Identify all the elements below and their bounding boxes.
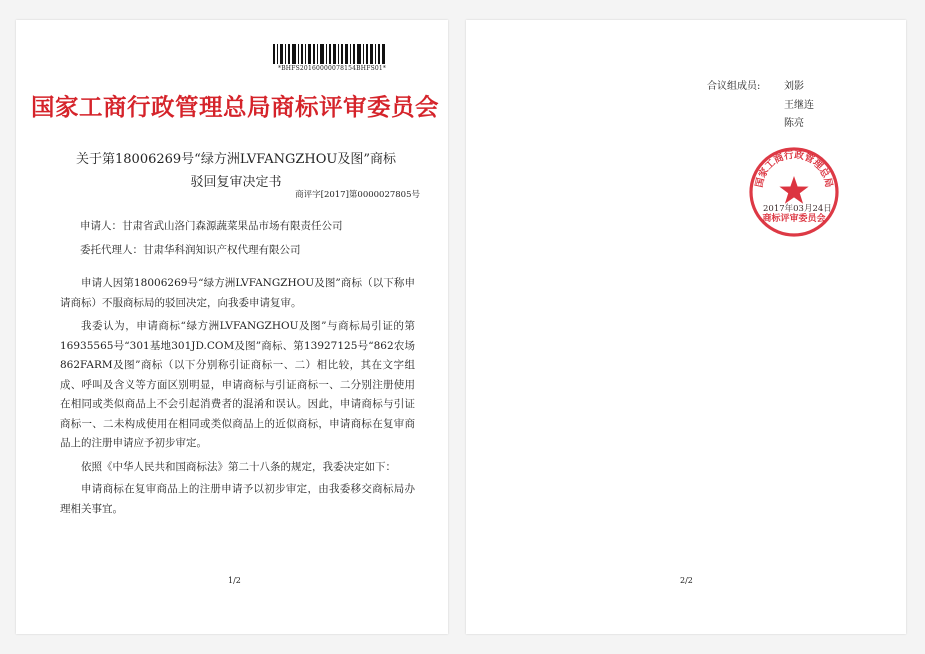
paragraph-4: [60, 480, 415, 519]
paragraph-text: 依照《中华人民共和国商标法》第二十八条的规定，我委决定如下：: [81, 461, 396, 473]
document-number: 商评字[2017]第0000027805号: [295, 190, 420, 200]
svg-text:国家工商行政管理总局: 国家工商行政管理总局: [753, 149, 835, 189]
page-number: 2/2: [680, 576, 693, 585]
paragraph-text: 申请商标在复审商品上的注册申请予以初步审定，由我委移交商标局办理相关事宜。: [60, 483, 415, 515]
document-page-1: [16, 20, 448, 634]
panel-member: 陈亮: [784, 118, 804, 129]
paragraph-3: [60, 458, 415, 478]
agency-title: 国家工商行政管理总局商标评审委员会: [31, 93, 439, 121]
agent: 委托代理人：甘肃华科润知识产权代理有限公司: [80, 244, 301, 256]
seal-date: 2017年03月24日: [763, 204, 832, 214]
official-seal-icon: [748, 146, 840, 238]
document-title-line2: 驳回复审决定书: [190, 175, 282, 190]
paragraph-2: [60, 317, 415, 454]
applicant: 申请人：甘肃省武山洛门森源蔬菜果品市场有限责任公司: [80, 220, 343, 232]
page-number: 1/2: [228, 576, 241, 585]
barcode-number: *BHFS20160000078154BHFS01*: [278, 65, 387, 72]
paragraph-text: 我委认为，申请商标“绿方洲LVFANGZHOU及图”与商标局引证的第16935565号“301基地301JD.COM及图”商标、第13927125号“862农场862FARM及图”商标（以下分别称引证商标一、二）相比较，其在文字组成、呼叫及含义等方面区别明显，申请商标与引证商标一、二分别注册使用在相同或类似商品上不会引起消费者的混淆和误认。因此，申请商标与引证商标一、二未构成使用在相同或类似商品上的近似商标，申请商标在复审商品上的注册申请应予初步审定。: [60, 320, 415, 449]
paragraph-1: [60, 274, 415, 313]
svg-text:商标评审委员会: 商标评审委员会: [762, 214, 826, 224]
panel-member: 刘影: [784, 81, 804, 92]
paragraph-text: 申请人因第18006269号“绿方洲LVFANGZHOU及图”商标（以下称申请商标）不服商标局的驳回决定，向我委申请复审。: [60, 277, 415, 309]
barcode-icon: [273, 44, 385, 64]
document-page-2: [466, 20, 906, 634]
panel-members-label: 合议组成员:: [707, 81, 761, 92]
panel-member: 王继连: [784, 100, 814, 111]
document-title-line1: 关于第18006269号“绿方洲LVFANGZHOU及图”商标: [76, 152, 396, 167]
